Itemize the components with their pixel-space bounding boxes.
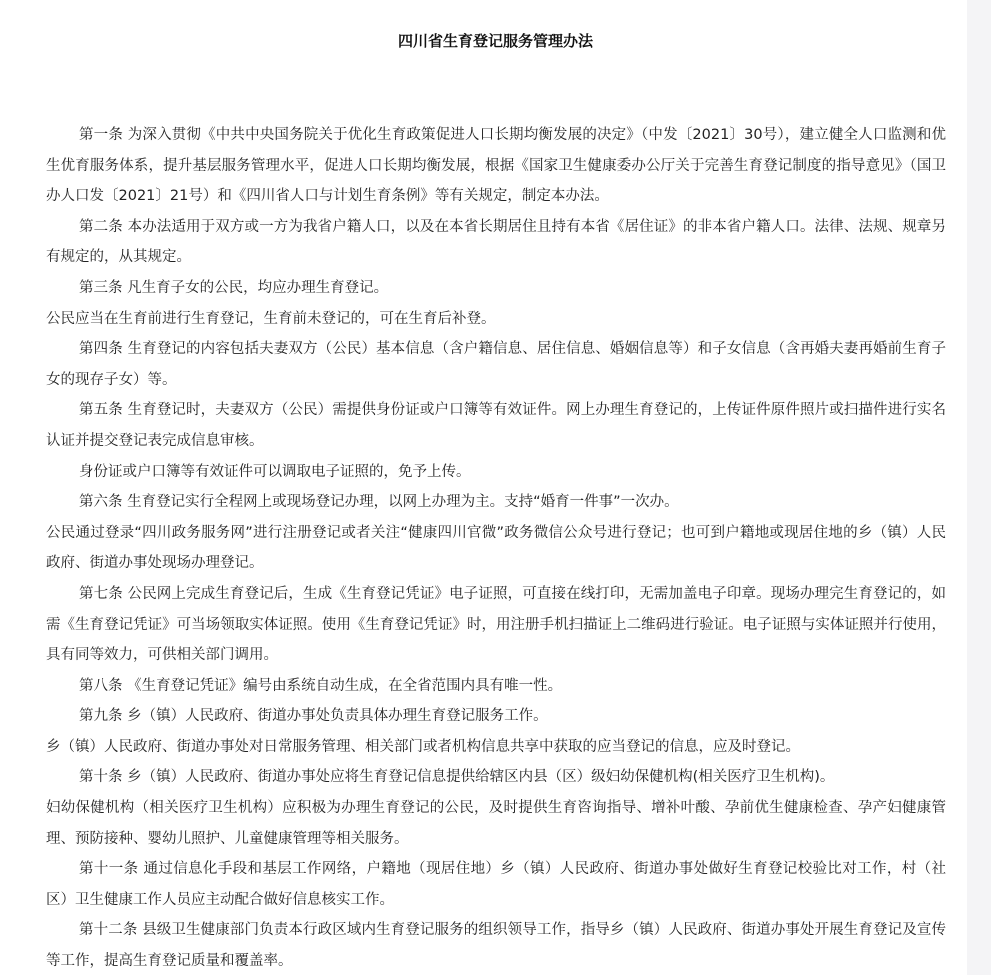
document-title: 四川省生育登记服务管理办法 (397, 32, 593, 50)
paragraph-article-10-detail: 妇幼保健机构（相关医疗卫生机构）应积极为办理生育登记的公民，及时提供生育咨询指导、增补叶酸、孕前优生健康检查、孕产妇健康管理、预防接种、婴幼儿照护、儿童健康管理等相关服务。 (46, 800, 946, 847)
paragraph-article-6-detail: 公民通过登录“四川政务服务网”进行注册登记或者关注“健康四川官微”政务微信公众号进行登记；也可到户籍地或现居住地的乡（镇）人民政府、街道办事处现场办理登记。 (46, 524, 946, 572)
paragraph-article-5: 第五条 生育登记时，夫妻双方（公民）需提供身份证或户口簿等有效证件。网上办理生育登记的，上传证件原件照片或扫描件进行实名认证并提交登记表完成信息审核。 (46, 402, 946, 449)
paragraph-article-3: 第三条 凡生育子女的公民，均应办理生育登记。 (79, 279, 389, 296)
paragraph-article-6: 第六条 生育登记实行全程网上或现场登记办理，以网上办理为主。支持“婚育一件事”一次办。 (79, 494, 679, 511)
paragraph-article-10: 第十条 乡（镇）人民政府、街道办事处应将生育登记信息提供给辖区内县（区）级妇幼保健机构(相关医疗卫生机构)。 (79, 769, 835, 786)
paragraph-article-4: 第四条 生育登记的内容包括夫妻双方（公民）基本信息（含户籍信息、居住信息、婚姻信息等）和子女信息（含再婚夫妻再婚前生育子女的现存子女）等。 (46, 341, 946, 388)
paragraph-article-3-detail: 公民应当在生育前进行生育登记，生育前未登记的，可在生育后补登。 (46, 310, 496, 327)
paragraph-article-8: 第八条 《生育登记凭证》编号由系统自动生成，在全省范围内具有唯一性。 (79, 677, 563, 694)
paragraph-article-9-detail: 乡（镇）人民政府、街道办事处对日常服务管理、相关部门或者机构信息共享中获取的应当登记的信息，应及时登记。 (46, 738, 800, 755)
paragraph-article-1: 第一条 为深入贯彻《中共中央国务院关于优化生育政策促进人口长期均衡发展的决定》（中发〔2021〕30号），建立健全人口监测和优生优育服务体系，提升基层服务管理水平，促进人口长期均衡发展，根据《国家卫生健康委办公厅关于完善生育登记制度的指导意见》（国卫办人口发〔2021〕21号）和《四川省人口与计划生育条例》等有关规定，制定本办法。 (46, 127, 946, 205)
paragraph-article-7: 第七条 公民网上完成生育登记后，生成《生育登记凭证》电子证照，可直接在线打印，无需加盖电子印章。现场办理完生育登记的，如需《生育登记凭证》可当场领取实体证照。使用《生育登记凭证》时，用注册手机扫描证上二维码进行验证。电子证照与实体证照并行使用，具有同等效力，可供相关部门调用。 (46, 585, 946, 664)
page-gutter (967, 0, 991, 975)
paragraph-article-12: 第十二条 县级卫生健康部门负责本行政区域内生育登记服务的组织领导工作，指导乡（镇）人民政府、街道办事处开展生育登记及宣传等工作，提高生育登记质量和覆盖率。 (46, 922, 946, 970)
paragraph-article-2: 第二条 本办法适用于双方或一方为我省户籍人口，以及在本省长期居住且持有本省《居住证》的非本省户籍人口。法律、法规、规章另有规定的，从其规定。 (46, 218, 946, 266)
document-body (46, 120, 946, 975)
paragraph-article-9: 第九条 乡（镇）人民政府、街道办事处负责具体办理生育登记服务工作。 (79, 708, 548, 725)
paragraph-article-11: 第十一条 通过信息化手段和基层工作网络，户籍地（现居住地）乡（镇）人民政府、街道办事处做好生育登记校验比对工作，村（社区）卫生健康工作人员应主动配合做好信息核实工作。 (46, 861, 946, 908)
paragraph-article-5-detail: 身份证或户口簿等有效证件可以调取电子证照的，免予上传。 (79, 463, 471, 480)
